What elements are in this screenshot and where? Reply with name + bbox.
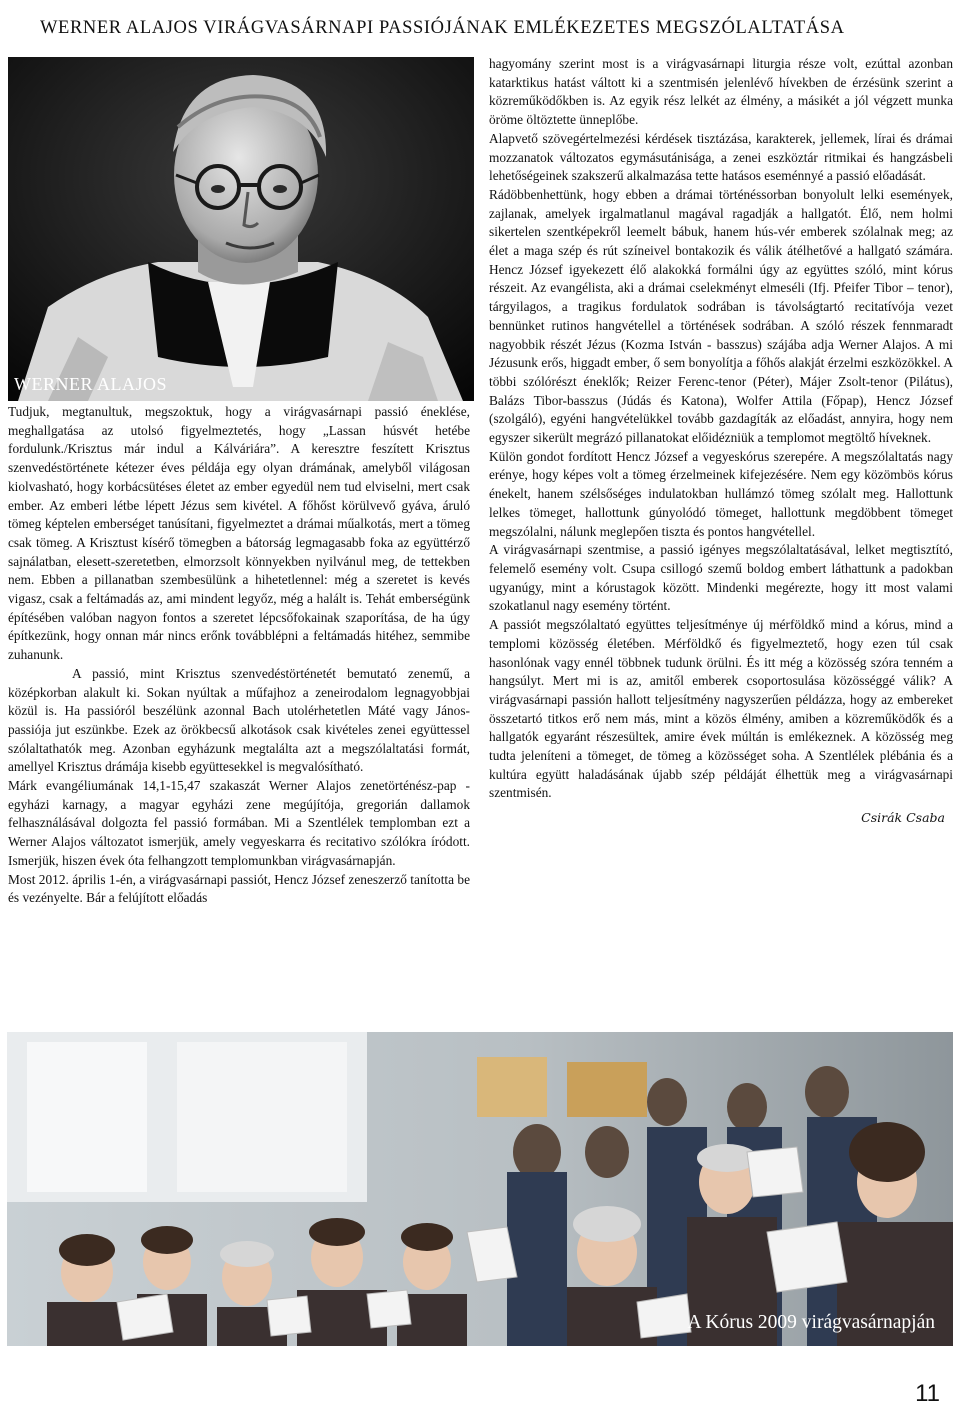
right-paragraph: Rádöbbenhettünk, hogy ebben a drámai történéssorban bonyolult lelki események, zajlanak, amelyek irgalmatlanul magával ragadják a hallgatót. Élő, nem holmi sikertelen szentképekről leemelt bábuk, hanem hús-vér emberek szólalnak meg; az élet a maga szép és rút színeivel bontakozik és válik átélhetővé a hallgató számára. Hencz József igyekezett élő alakokká formálni úgy az együttes szóló, mint kórus részeit. Az evangélista, aki a drámai cselekményt elmeséli (Ifj. Pfeifer Tibor – tenor), tárgyilagos, a tragikus fordulatok sodrában is távolságtartó recitatívója vezet bennünket rutinos hangvétellel a történések sodrában. A szóló részek fennmaradt nagyobbik részét Jézus (Kozma István - basszus) szájába adja Werner Alajos. A mi Jézusunk erős, higgadt ember, ő sem bonyolítja a főhős alakját érzelmi eszközökkel. A többi szólórészt éneklők; Reizer Ferenc-tenor (Péter), Májer Zsolt-tenor (Pilátus), Balázs Tibor-basszus (Júdás és Katona), Wolfer Attila (Főpap), Hencz József (szolgáló), egyéni hangvételükkel tovább gazdagíták az előadást, annyira, hogy nem egyszer sikerült megrázó pillanatokat előidézniük a templomot megtöltő híveknek. xyxy=(489,186,953,446)
page-number: 11 xyxy=(915,1380,940,1407)
left-paragraph: Márk evangéliumának 14,1-15,47 szakaszát Werner Alajos zenetörténész-pap - egyházi karnagy, a magyar egyházi zene megújítója, gregorián dallamok felhasználásával dolgozta fel passió formában. Mi a Szentlélek templomban ezt a Werner Alajos változatot ismerjük, amely vegyeskarra és recitativo szólókra íródott. Ismerjük, hiszen évek óta felhangzott templomunkban virágvasárnapján. xyxy=(8,778,470,868)
right-paragraph: Alapvető szövegértelmezési kérdések tisztázása, karakterek, jellemek, lírai és drámai mozzanatok változatos egymásutánisága, a zenei eszköztár ritmikai és hangzásbeli lehetőségeinek szakszerű alkalmazása tette hatásos eseménnyé a passió előadását. xyxy=(489,130,953,184)
choir-photo xyxy=(7,1032,953,1346)
photo-caption: A Kórus 2009 virágvasárnapján xyxy=(687,1312,935,1333)
portrait-caption: WERNER ALAJOS xyxy=(14,374,168,394)
article-title: WERNER ALAJOS VIRÁGVASÁRNAPI PASSIÓJÁNAK EMLÉKEZETES MEGSZÓLALTATÁSA xyxy=(40,18,845,38)
right-text-column xyxy=(489,55,953,828)
left-paragraph: Most 2012. április 1-én, a virágvasárnapi passiót, Hencz József zeneszerző tanította be és vezényelte. Bár a felújított előadás xyxy=(8,871,470,906)
right-paragraph: A passiót megszólaltató együttes teljesítménye új mérföldkő mind a kórus, mind a templomi közösség életében. Mérföldkő és figyelmeztető, hogy ezen túl csak hasonlónak vagy ennél többnek tudunk örülni. És itt még a közösség szóra tenném a hangsúlyt. Mert mi is az, amitől emberek csoportosulása közösséggé válik? A virágvasárnapi passión hallott teljesítmény nagyszerűen példázza, hogy az embereket összetartó titkos erő nem más, mint a közös élmény, amiben a közreműködők és a hallgatók egyaránt részesültek, amire évek múltán is emlékeznek. A közösség meg tudta jeleníteni a tömeget, de tömeg a közösséget soha. A Szentlélek plébánia és a kultúra együtt haladásának újabb szép példáját élhettük meg a virágvasárnapi szentmisén. xyxy=(489,617,953,801)
left-text-column xyxy=(8,403,470,908)
left-paragraph: A passió, mint Krisztus szenvedéstörténetét bemutató zenemű, a középkorban alakult ki. Sokan nyúltak a műfajhoz a zeneirodalom legnagyobbjai közül is. Ha passióról beszélünk azonnal Bach utolérhetetlen Máté vagy János-passiója jut eszünkbe. Ezek az örökbecsű alkotások csak kivételes zenei együttessel szólaltathatók meg. Azonban egyházunk megtalálta azt a megszólaltatási formát, amellyel Krisztus drámája kisebb együttesekkel is megvalósítható. xyxy=(8,665,470,775)
left-paragraph: Tudjuk, megtanultuk, megszoktuk, hogy a virágvasárnapi passió éneklése, meghallgatása az utolsó figyelmeztetés, hogy „Lassan húsvét hetébe fordulunk./Krisztus már indul a Kálváriára”. A keresztre feszített Krisztus szenvedéstörténete kétezer éves példája egy olyan drámának, amelyből világosan kiolvasható, hogy korbácsütéses életet az ember egyedül nem tud elviselni, mert csak ember. Az emberi létbe lépett Jézus sem kivétel. A főhőst körülvevő gyáva, áruló tömeg képtelen emberséget tanúsítani, figyelmeztet a drámai műalkotás, mert a tömeg csak tömeg. A Krisztust kísérő tömegben a bátorság legmagasabb foka az együttérző sajnálatban, elesett-szeretetben, elmorzsolt könnyekben nyilvánul meg, de tettekben nem. Ebben a pillanatban szembesülünk a hihetetlennel: még a szeretet is kevés vigasz, csak a feltámadás az, ami mindent legyőz, még a halált is. Tehát emberségünk építésében valóban nagyon fontos a szeretet lépcsőfokainak szaporítása, de ha úgy építkezünk, hogy onnan már nincs erőnk továbblépni a feltámadás hitéhez, semmibe zuhanunk. xyxy=(8,404,470,663)
author-signature: Csirák Csaba xyxy=(861,810,945,826)
right-paragraph: A virágvasárnapi szentmise, a passió igényes megszólaltatásával, lelket megtisztító, felemelő esemény volt. Csupa csillogó szemű boldog embert láthattunk a padokban ugyanúgy, mint a kórustagok között. Mindenki megérezte, hogy itt most valami szokatlanul nagy esemény történt. xyxy=(489,542,953,614)
right-paragraph: hagyomány szerint most is a virágvasárnapi liturgia része volt, ezúttal azonban katarktikus hatást váltott ki a szentmisén jelenlévő hívekben de érzésünk szerint a közreműködőkben is. Az egyik rész lelkét az élmény, a másikét a jól végzett munka öröme öltöztette ünneplőbe. xyxy=(489,56,953,128)
right-paragraph: Külön gondot fordított Hencz József a vegyeskórus szerepére. A megszólaltatás nagy erénye, hogy képes volt a tömeg érzelmeinek kifejezésére. Nem egy közömbös kórus énekelt, hanem szélsőséges indulatokban hullámzó tömeg szólalt meg. Hallottunk lelkes tömeget, hallottunk gúnyolódó tömeget, hallottunk megdöbbent tömeget megszólalni, nálunk meglepően tiszta és pontos hangvétellel. xyxy=(489,448,953,539)
portrait-photo xyxy=(8,57,474,401)
